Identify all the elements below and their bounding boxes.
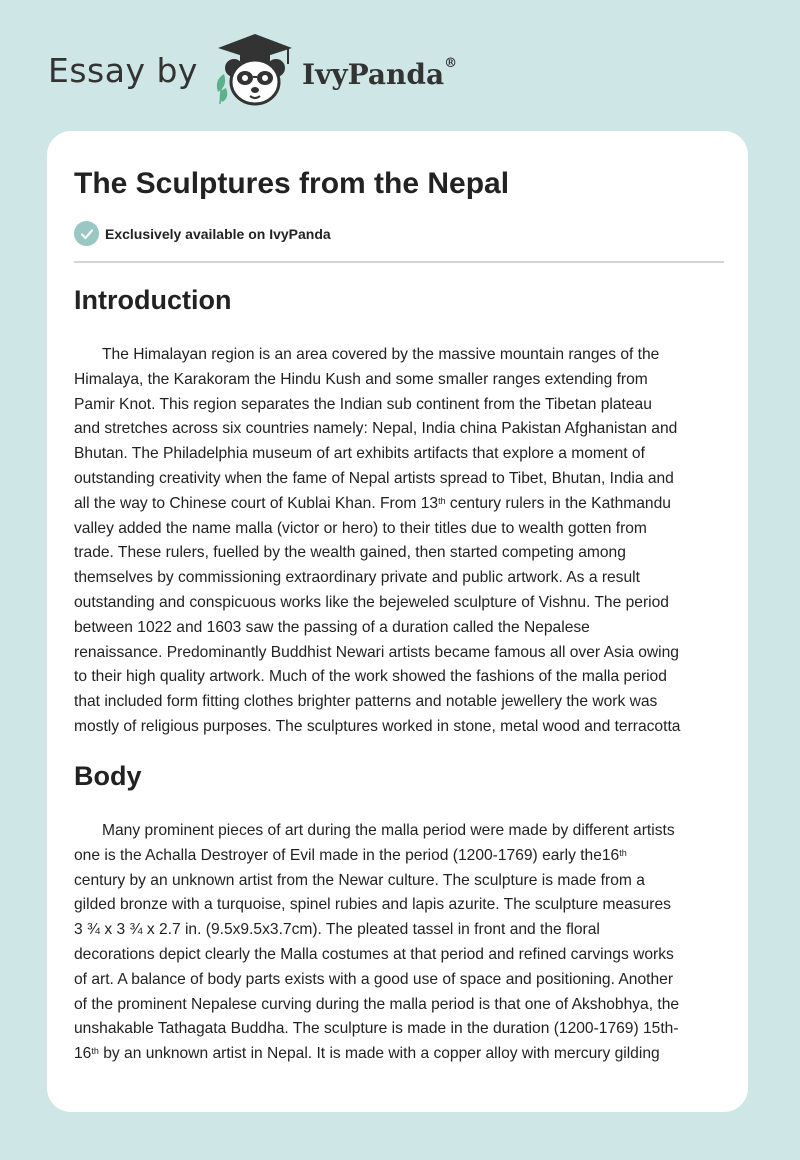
text-line: that included form fitting clothes brighter patterns and notable jewellery the work was — [74, 693, 658, 711]
text-line: between 1022 and 1603 saw the passing of a duration called the Nepalese — [74, 618, 590, 636]
text-line: Pamir Knot. This region separates the Indian sub continent from the Tibetan plateau — [74, 395, 652, 413]
text-line: century by an unknown artist from the Newar culture. The sculpture is made from a — [74, 871, 645, 889]
text-line: all the way to Chinese court of Kublai Khan. From 13th century rulers in the Kathmandu — [74, 494, 671, 512]
text-line: gilded bronze with a turquoise, spinel rubies and lapis azurite. The sculpture measures — [74, 896, 671, 914]
text-line: 3 ¾ x 3 ¾ x 2.7 in. (9.5x9.5x3.7cm). The pleated tassel in front and the floral — [74, 921, 600, 939]
divider — [74, 261, 724, 263]
text-line: Many prominent pieces of art during the malla period were made by different artists — [102, 822, 675, 839]
section-heading-body: Body — [74, 761, 142, 791]
introduction-paragraph — [74, 343, 724, 740]
text-line: outstanding and conspicuous works like the bejeweled sculpture of Vishnu. The period — [74, 593, 669, 611]
section-heading-introduction: Introduction — [74, 285, 232, 315]
text-line: outstanding creativity when the fame of Nepal artists spread to Tibet, Bhutan, India and — [74, 469, 674, 487]
body-paragraph — [74, 819, 724, 1067]
essay-card — [47, 131, 748, 1112]
text-line: 16th by an unknown artist in Nepal. It is made with a copper alloy with mercury gilding — [74, 1045, 660, 1063]
text-line: mostly of religious purposes. The sculptures worked in stone, metal wood and terracotta — [74, 717, 681, 735]
panda-logo-icon — [210, 30, 300, 110]
brand-name: IvyPanda® — [301, 55, 458, 91]
text-line: of art. A balance of body parts exists with a good use of space and positioning. Another — [74, 970, 674, 988]
text-line: trade. These rulers, fuelled by the wealth gained, then started competing among — [74, 544, 626, 562]
text-line: unshakable Tathagata Buddha. The sculpture is made in the duration (1200-1769) 15th- — [74, 1020, 679, 1038]
essay-by-label: Essay by — [48, 50, 198, 90]
text-line: valley added the name malla (victor or hero) to their titles due to wealth gotten from — [74, 519, 647, 537]
text-line: decorations depict clearly the Malla costumes at that period and refined carvings works — [74, 945, 674, 963]
text-line: Bhutan. The Philadelphia museum of art exhibits artifacts that explore a moment of — [74, 445, 645, 463]
text-line: The Himalayan region is an area covered by the massive mountain ranges of the — [102, 346, 660, 363]
site-header — [48, 30, 457, 110]
exclusive-badge — [74, 221, 331, 246]
text-line: themselves by commissioning extraordinary private and public artwork. As a result — [74, 569, 640, 587]
ivypanda-logo[interactable] — [210, 30, 457, 110]
badge-text: Exclusively available on IvyPanda — [105, 225, 331, 242]
text-line: of the prominent Nepalese curving during the malla period is that one of Akshobhya, the — [74, 995, 680, 1013]
text-line: renaissance. Predominantly Buddhist Newari artists became famous all over Asia owing — [74, 643, 679, 661]
check-icon — [74, 221, 99, 246]
text-line: and stretches across six countries namely: Nepal, India china Pakistan Afghanistan and — [74, 420, 678, 438]
text-line: one is the Achalla Destroyer of Evil made in the period (1200-1769) early the16th — [74, 846, 627, 864]
text-line: to their high quality artwork. Much of the work showed the fashions of the malla period — [74, 668, 667, 686]
text-line: Himalaya, the Karakoram the Hindu Kush and some smaller ranges extending from — [74, 370, 648, 388]
page-title: The Sculptures from the Nepal — [74, 167, 510, 200]
